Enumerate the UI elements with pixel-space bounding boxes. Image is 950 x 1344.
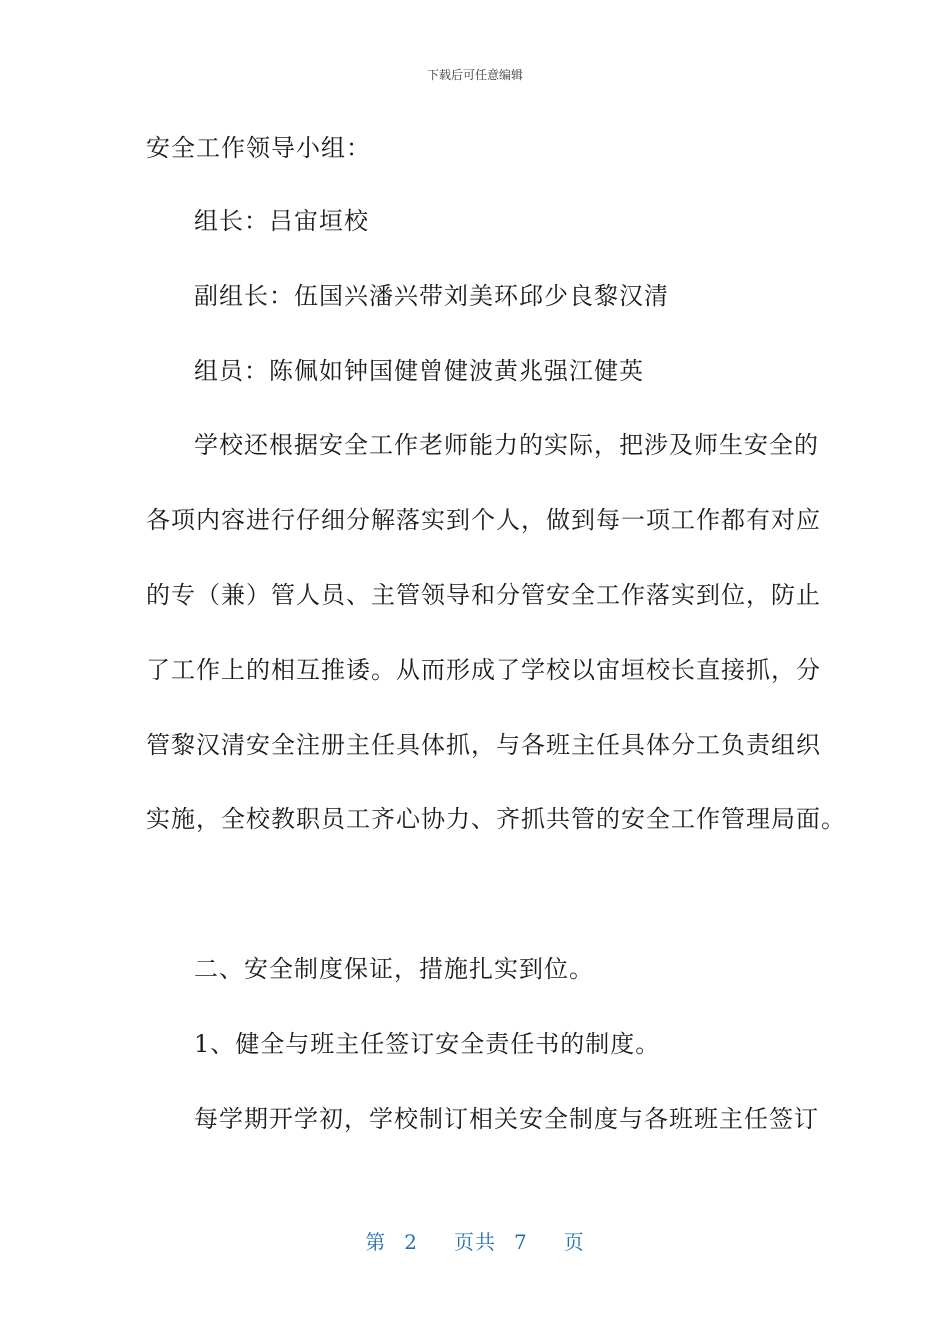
paragraph-line: 每学期开学初，学校制订相关安全制度与各班班主任签订 [194,1105,819,1133]
footer-middle: 页共 [454,1230,496,1254]
paragraph-line: 了工作上的相互推诿。从而形成了学校以宙垣校长直接抓，分 [146,656,821,684]
current-page-number: 2 [404,1230,418,1254]
footer-suffix: 页 [563,1230,585,1254]
total-pages-number: 7 [514,1230,528,1254]
subsection-heading-one: 1、健全与班主任签订安全责任书的制度。 [194,1030,661,1058]
paragraph-line: 各项内容进行仔细分解落实到个人，做到每一项工作都有对应 [146,506,821,534]
members-line: 组员：陈佩如钟国健曾健波黄兆强江健英 [194,357,644,385]
header-note: 下载后可任意编辑 [426,68,523,82]
paragraph-line: 实施，全校教职员工齐心协力、齐抓共管的安全工作管理局面。 [146,805,846,833]
section-heading-safety-group: 安全工作领导小组： [146,134,371,162]
paragraph-line: 管黎汉清安全注册主任具体抓，与各班主任具体分工负责组织 [146,731,821,759]
page-footer [0,1226,950,1255]
deputy-leader-line: 副组长：伍国兴潘兴带刘美环邱少良黎汉清 [194,282,669,310]
section-heading-two: 二、安全制度保证，措施扎实到位。 [194,955,594,983]
leader-line: 组长：吕宙垣校 [194,207,369,235]
paragraph-line: 的专（兼）管人员、主管领导和分管安全工作落实到位，防止 [146,581,821,609]
footer-prefix: 第 [365,1230,387,1254]
paragraph-line: 学校还根据安全工作老师能力的实际，把涉及师生安全的 [194,431,819,459]
